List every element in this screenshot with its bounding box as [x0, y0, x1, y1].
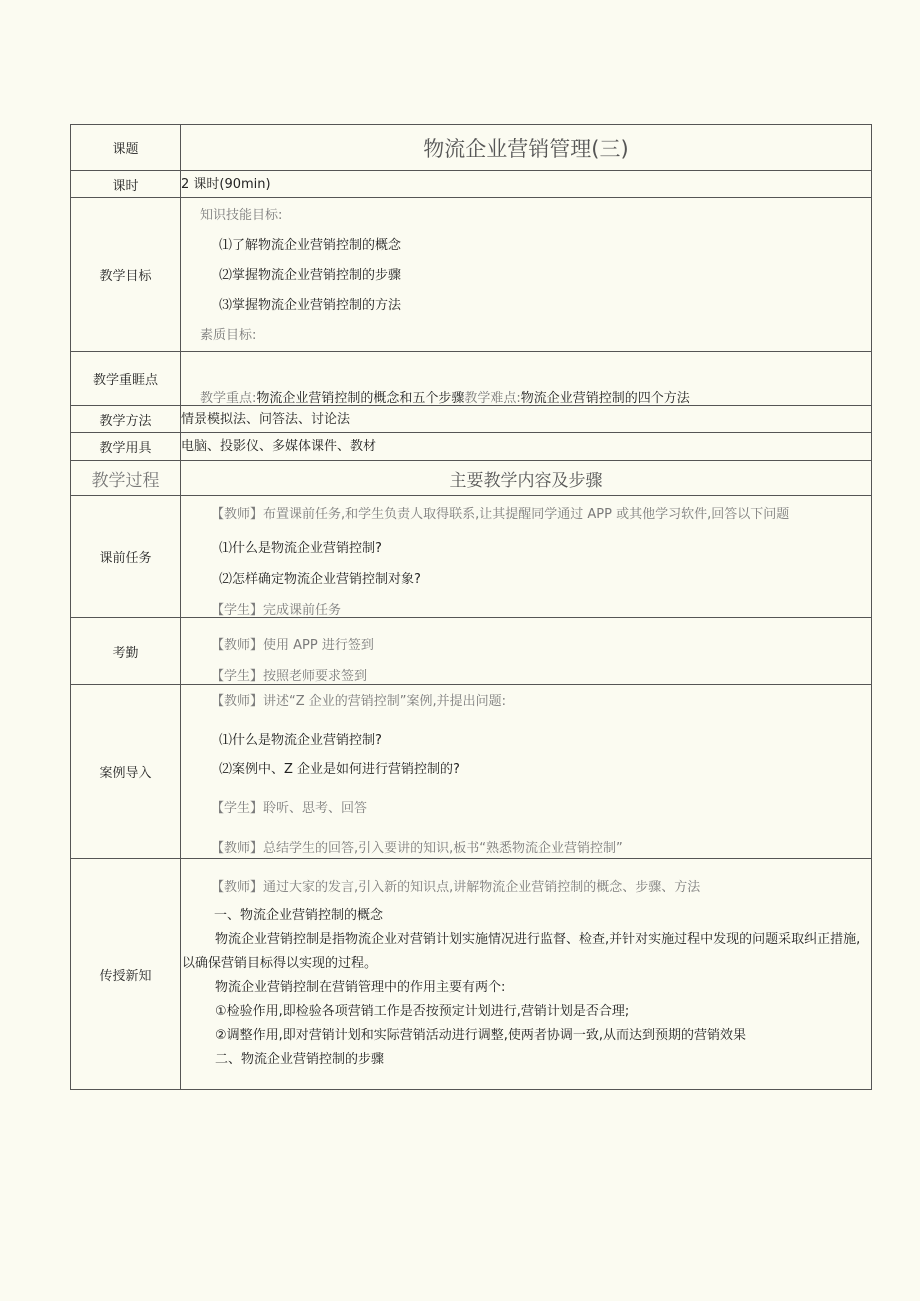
process-title: 主要教学内容及步骤: [181, 461, 872, 496]
row-goals: [71, 198, 872, 352]
hours-label: 课时: [71, 171, 181, 198]
key-text: 物流企业营销控制的概念和五个步骤: [256, 391, 465, 406]
newknow-label: 传授新知: [71, 859, 181, 1090]
case-question-2: ⑵案例中、Z 企业是如何进行营销控制的?: [219, 762, 460, 777]
row-topic: [71, 125, 872, 171]
methods-label: 教学方法: [71, 406, 181, 433]
goals-heading: 知识技能目标:: [200, 208, 283, 223]
methods-value: 情景模拟法、问答法、讨论法: [181, 411, 351, 427]
case-label: 案例导入: [71, 685, 181, 859]
newknow-teacher: 【教师】通过大家的发言,引入新的知识点,讲解物流企业营销控制的概念、步骤、方法: [211, 880, 701, 895]
tools-value: 电脑、投影仪、多媒体课件、教材: [181, 439, 377, 454]
tools-label: 教学用具: [71, 433, 181, 461]
goal-item-2: ⑵掌握物流企业营销控制的步骤: [219, 268, 402, 283]
goal-item-1: ⑴了解物流企业营销控制的概念: [219, 238, 402, 253]
attendance-label: 考勤: [71, 618, 181, 685]
case-question-1: ⑴什么是物流企业营销控制?: [219, 733, 382, 748]
keypoints-label: 教学重睚点: [71, 352, 181, 406]
section-1-heading: 一、物流企业营销控制的概念: [214, 908, 384, 923]
row-process-header: [71, 461, 872, 496]
row-newknow: [71, 859, 872, 1090]
case-student: 【学生】聆听、思考、回答: [211, 801, 368, 816]
topic-title: 物流企业营销管理(三): [181, 125, 872, 171]
row-methods: [71, 406, 872, 433]
hours-value: 2 课时(90min): [181, 176, 271, 192]
goals-label: 教学目标: [71, 198, 181, 352]
key-label: 教学重点:: [200, 391, 257, 406]
row-pretask: [71, 496, 872, 618]
case-teacher: 【教师】讲述“Z 企业的营销控制”案例,并提出问题:: [211, 694, 507, 709]
goals-quality: 素质目标:: [200, 328, 257, 343]
difficulty-text: 物流企业营销控制的四个方法: [520, 391, 690, 406]
paragraph-2: 物流企业营销控制在营销管理中的作用主要有两个:: [215, 980, 506, 995]
row-attendance: [71, 618, 872, 685]
topic-label: 课题: [71, 125, 181, 171]
pretask-question-1: ⑴什么是物流企业营销控制?: [219, 541, 382, 556]
row-hours: [71, 171, 872, 198]
row-tools: [71, 433, 872, 461]
section-2-heading: 二、物流企业营销控制的步骤: [215, 1052, 385, 1067]
row-case: [71, 685, 872, 859]
pretask-student: 【学生】完成课前任务: [211, 603, 342, 618]
keypoints-line: [200, 387, 690, 406]
row-keypoints: [71, 352, 872, 406]
process-label: 教学过程: [71, 461, 181, 496]
pretask-question-2: ⑵怎样确定物流企业营销控制对象?: [219, 572, 421, 587]
case-teacher-summary: 【教师】总结学生的回答,引入要讲的知识,板书“熟悉物流企业营销控制”: [211, 841, 623, 856]
pretask-label: 课前任务: [71, 496, 181, 618]
attendance-student: 【学生】按照老师要求签到: [211, 669, 368, 684]
pretask-teacher: 【教师】布置课前任务,和学生负责人取得联系,让其提醒同学通过 APP 或其他学习软件,回答以下问题: [211, 507, 790, 522]
lesson-plan-table: [70, 124, 872, 1090]
attendance-teacher: 【教师】使用 APP 进行签到: [211, 638, 374, 653]
paragraph-3: ①检验作用,即检验各项营销工作是否按预定计划进行,营销计划是否合理;: [215, 1004, 630, 1019]
goal-item-3: ⑶掌握物流企业营销控制的方法: [219, 298, 402, 313]
paragraph-4: ②调整作用,即对营销计划和实际营销活动进行调整,使两者协调一致,从而达到预期的营销效果: [215, 1028, 747, 1043]
paragraph-1: 物流企业营销控制是指物流企业对营销计划实施情况进行监督、检查,并针对实施过程中发现的问题采取纠正措施,以确保营销目标得以实现的过程。: [182, 932, 861, 971]
difficulty-label: 教学难点:: [464, 391, 521, 406]
